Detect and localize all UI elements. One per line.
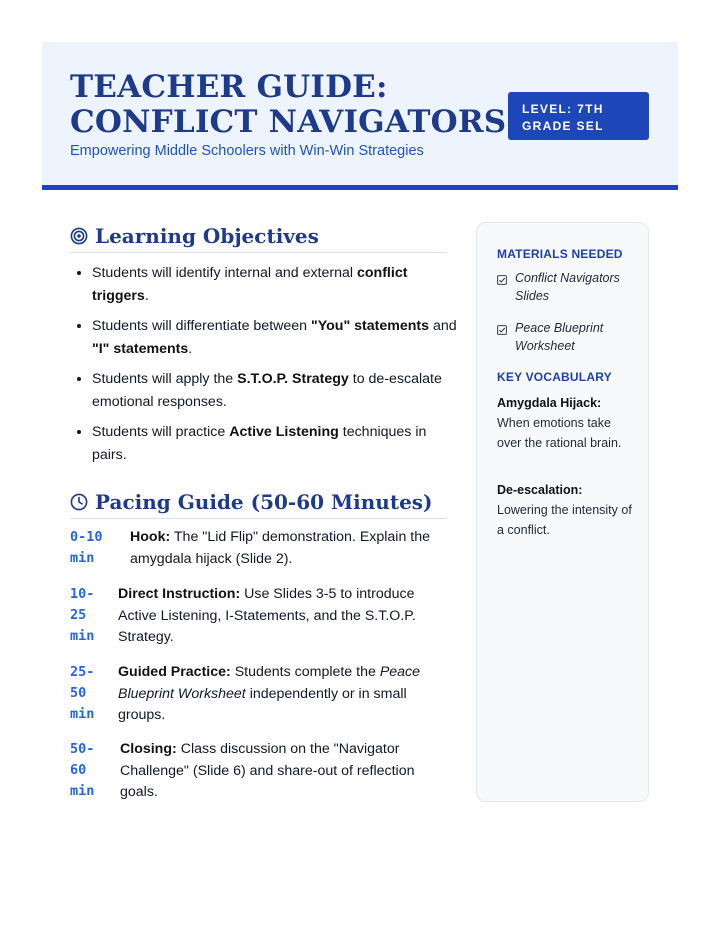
vocab-entry xyxy=(497,393,632,453)
material-label: Conflict Navigators Slides xyxy=(515,271,620,303)
pacing-time-line: 25- xyxy=(70,664,95,680)
text-run: and xyxy=(429,318,457,334)
pacing-time-line: min xyxy=(70,706,95,722)
vocab-term: Amygdala Hijack: xyxy=(497,396,602,410)
text-run: independently or in small groups. xyxy=(118,685,407,723)
level-badge: LEVEL: 7TH GRADE SEL xyxy=(508,92,649,140)
pacing-description xyxy=(120,739,450,804)
vocab-definition: When emotions take over the rational brain. xyxy=(497,416,622,450)
bold-text: S.T.O.P. Strategy xyxy=(237,371,349,387)
bold-text: Hook: xyxy=(130,529,171,545)
pacing-row xyxy=(70,584,450,649)
pacing-time-line: 0-10 xyxy=(70,529,103,545)
objectives-list xyxy=(72,262,458,474)
text-run: . xyxy=(188,341,193,357)
text-run: Students will identify internal and external xyxy=(92,265,357,281)
materials-heading: MATERIALS NEEDED xyxy=(497,247,623,261)
objectives-heading-row xyxy=(70,224,447,253)
material-label: Peace Blueprint Worksheet xyxy=(515,321,604,353)
vocab-definition: Lowering the intensity of a conflict. xyxy=(497,503,632,537)
pacing-description xyxy=(118,662,450,727)
bold-text: "You" statements xyxy=(311,318,430,334)
pacing-row xyxy=(70,527,450,570)
pacing-time xyxy=(70,662,118,727)
text-run: Students will differentiate between xyxy=(92,318,311,334)
text-run: techniques in pairs. xyxy=(92,424,427,463)
text-run: The "Lid Flip" demonstration. Explain the amygdala hijack (Slide 2). xyxy=(130,529,431,567)
material-item xyxy=(497,319,637,355)
vocab-heading: KEY VOCABULARY xyxy=(497,370,612,384)
bold-text: conflict triggers xyxy=(92,265,408,304)
pacing-heading: Pacing Guide (50-60 Minutes) xyxy=(95,490,433,514)
text-run: Students complete the xyxy=(230,664,380,680)
pacing-time-line: 50- xyxy=(70,741,95,757)
pacing-time-line: min xyxy=(70,550,95,566)
vocab-term: De-escalation: xyxy=(497,483,583,497)
text-run: Students will practice xyxy=(92,424,230,440)
pacing-time-line: 25 xyxy=(70,607,87,623)
italic-text: Peace Blueprint Worksheet xyxy=(118,664,421,702)
vocab-entry xyxy=(497,480,632,540)
text-run: Use Slides 3-5 to introduce Active Listening, I-Statements, and the S.T.O.P. Strategy. xyxy=(118,586,416,645)
pacing-description xyxy=(130,527,450,570)
material-item xyxy=(497,269,637,305)
pacing-time-line: 50 xyxy=(70,685,87,701)
bold-text: Closing: xyxy=(120,741,177,757)
pacing-time-line: 10- xyxy=(70,586,95,602)
page-title: TEACHER GUIDE: CONFLICT NAVIGATORS xyxy=(70,69,507,140)
checkbox-icon xyxy=(497,269,515,305)
checkbox-icon xyxy=(497,319,515,355)
text-run: Class discussion on the "Navigator Challenge" (Slide 6) and share-out of reflection goals. xyxy=(120,741,415,800)
header-banner xyxy=(42,42,678,190)
pacing-row xyxy=(70,739,450,804)
text-run: . xyxy=(144,288,149,304)
sidebar-panel xyxy=(476,222,649,802)
pacing-time xyxy=(70,584,118,649)
pacing-time xyxy=(70,739,120,804)
target-icon xyxy=(70,227,88,245)
bold-text: "I" statements xyxy=(92,341,189,357)
pacing-time-line: min xyxy=(70,783,95,799)
text-run: Students will apply the xyxy=(92,371,238,387)
pacing-description xyxy=(118,584,450,649)
objective-item xyxy=(92,315,458,361)
pacing-heading-row xyxy=(70,490,447,519)
objective-item xyxy=(92,262,458,308)
clock-icon xyxy=(70,493,88,511)
objectives-heading: Learning Objectives xyxy=(95,224,319,248)
page-subtitle: Empowering Middle Schoolers with Win-Win Strategies xyxy=(70,143,424,159)
bold-text: Direct Instruction: xyxy=(118,586,241,602)
bold-text: Active Listening xyxy=(229,424,339,440)
text-run: to de-escalate emotional responses. xyxy=(92,371,442,410)
pacing-time-line: 60 xyxy=(70,762,87,778)
pacing-time-line: min xyxy=(70,628,95,644)
pacing-time xyxy=(70,527,130,570)
objective-item xyxy=(92,421,458,467)
objective-item xyxy=(92,368,458,414)
pacing-row xyxy=(70,662,450,727)
bold-text: Guided Practice: xyxy=(118,664,231,680)
